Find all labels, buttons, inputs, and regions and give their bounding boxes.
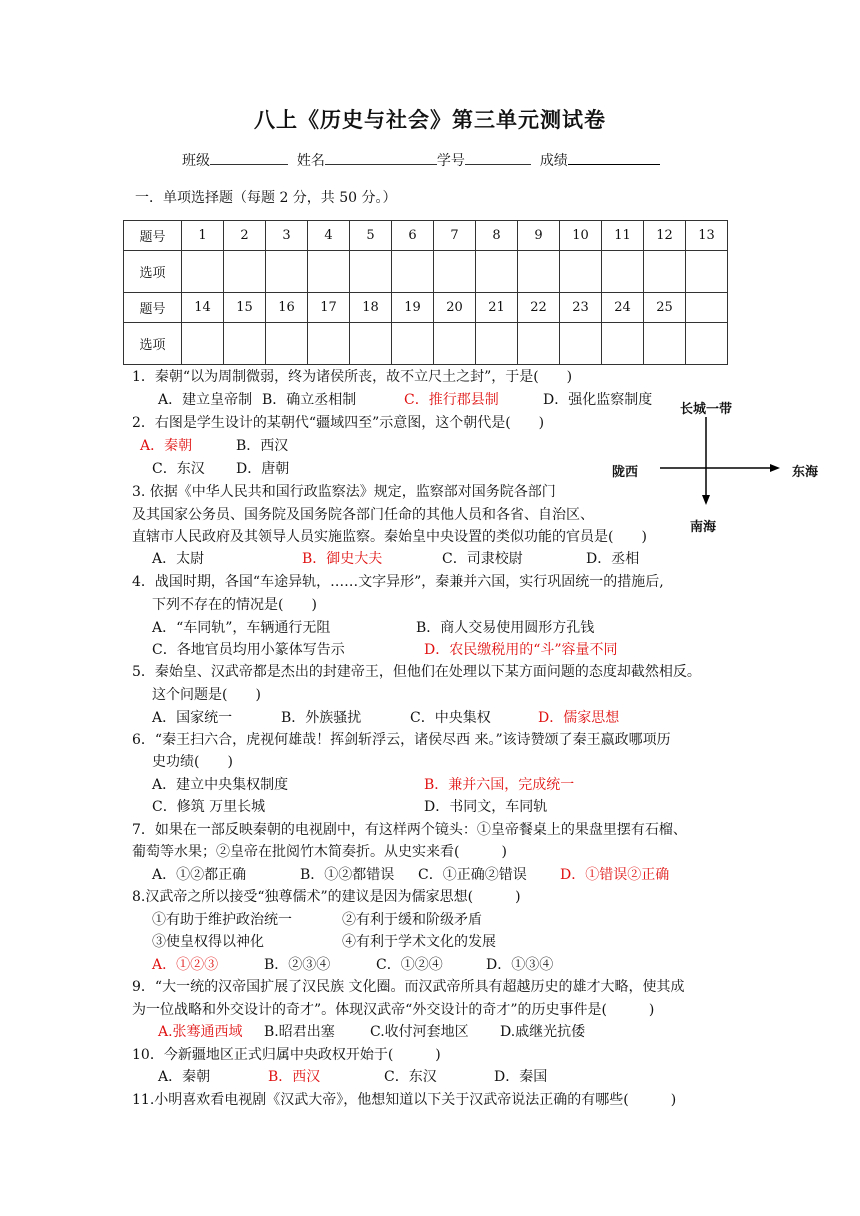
answer-cell[interactable] (182, 251, 224, 293)
qnum-cell: 3 (266, 221, 308, 251)
answer-cell[interactable] (266, 323, 308, 365)
option-a[interactable]: A．太尉 (152, 551, 205, 567)
option-b[interactable]: B．西汉 (268, 1069, 321, 1085)
table-row (124, 251, 728, 293)
qnum-cell: 19 (392, 293, 434, 323)
question-stem-line1: 3. 依据《中华人民共和国行政监察法》规定，监察部对国务院各部门 (132, 484, 556, 500)
question-stem-line1: 4．战国时期，各国“车途异轨，……文字异形”，秦兼并六国，实行巩固统一的措施后, (132, 574, 664, 590)
qnum-cell: 1 (182, 221, 224, 251)
qnum-cell: 21 (476, 293, 518, 323)
qnum-cell: 17 (308, 293, 350, 323)
qnum-cell: 25 (644, 293, 686, 323)
statement-4: ④有利于学术文化的发展 (342, 934, 496, 950)
option-d[interactable]: D．儒家思想 (538, 710, 620, 726)
answer-cell[interactable] (224, 323, 266, 365)
name-label: 姓名 (296, 153, 325, 169)
qnum-cell: 10 (560, 221, 602, 251)
opt-header: 选项 (124, 323, 182, 365)
answer-cell[interactable] (602, 251, 644, 293)
answer-cell[interactable] (392, 323, 434, 365)
option-c[interactable]: C．各地官员均用小篆体写告示 (152, 642, 345, 658)
option-c[interactable]: C．中央集权 (410, 710, 491, 726)
class-label: 班级 (182, 153, 210, 169)
option-d[interactable]: D．①③④ (486, 957, 554, 973)
question-stem-line2: 下列不存在的情况是( ) (152, 597, 317, 613)
option-b[interactable]: B．商人交易使用圆形方孔钱 (416, 620, 595, 636)
question-stem: 11.小明喜欢看电视剧《汉武大帝》，他想知道以下关于汉武帝说法正确的有哪些( ) (132, 1092, 677, 1108)
answer-cell[interactable] (476, 251, 518, 293)
map-label-north: 长城一带 (680, 402, 733, 417)
option-a[interactable]: A．秦朝 (140, 438, 193, 454)
option-a[interactable]: A．建立皇帝制 (158, 392, 253, 408)
answer-cell[interactable] (308, 251, 350, 293)
question-stem: 8.汉武帝之所以接受“独尊儒术”的建议是因为儒家思想( ) (132, 889, 521, 905)
score-label: 成绩 (539, 153, 568, 169)
answer-cell[interactable] (644, 251, 686, 293)
option-c[interactable]: C．司隶校尉 (442, 551, 523, 567)
option-a[interactable]: A．①②③ (152, 957, 219, 973)
question-stem-line2: 史功绩( ) (152, 754, 233, 770)
id-label: 学号 (436, 153, 465, 169)
answer-cell[interactable] (644, 323, 686, 365)
question-stem-line2: 这个问题是( ) (152, 687, 261, 703)
qnum-cell: 6 (392, 221, 434, 251)
qnum-cell: 20 (434, 293, 476, 323)
qnum-cell: 14 (182, 293, 224, 323)
num-header: 题号 (124, 221, 182, 251)
option-c[interactable]: C．东汉 (384, 1069, 437, 1085)
class-blank[interactable] (210, 150, 288, 165)
table-row (124, 221, 728, 251)
qnum-cell: 11 (602, 221, 644, 251)
option-d[interactable]: D．书同文，车同轨 (424, 799, 548, 815)
option-c[interactable]: C．①正确②错误 (418, 867, 527, 883)
option-b[interactable]: B．①②都错误 (300, 867, 395, 883)
score-blank[interactable] (568, 150, 660, 165)
map-label-south: 南海 (690, 520, 717, 535)
qnum-cell: 2 (224, 221, 266, 251)
qnum-cell: 22 (518, 293, 560, 323)
answer-cell[interactable] (434, 323, 476, 365)
qnum-cell: 9 (518, 221, 560, 251)
option-c[interactable]: C．①②④ (376, 957, 443, 973)
answer-cell[interactable] (434, 251, 476, 293)
qnum-cell: 24 (602, 293, 644, 323)
option-c[interactable]: C．修筑 万里长城 (152, 799, 266, 815)
qnum-cell: 16 (266, 293, 308, 323)
option-a[interactable]: A．国家统一 (152, 710, 233, 726)
question-stem-line2: 葡萄等水果；②皇帝在批阅竹木简奏折。从史实来看( ) (132, 844, 507, 860)
qnum-cell: 5 (350, 221, 392, 251)
student-info-line (182, 150, 660, 170)
option-d[interactable]: D．农民缴税用的“斗”容量不同 (424, 642, 618, 658)
option-b[interactable]: B．兼并六国，完成统一 (424, 777, 575, 793)
answer-cell[interactable] (350, 323, 392, 365)
qnum-cell: 7 (434, 221, 476, 251)
question-stem: 1．秦朝“以为周制微弱，终为诸侯所丧，故不立尺土之封”，于是( ) (132, 369, 573, 385)
map-label-west: 陇西 (612, 465, 639, 480)
option-c[interactable]: C．推行郡县制 (404, 392, 499, 408)
answer-cell[interactable] (560, 323, 602, 365)
qnum-cell: 4 (308, 221, 350, 251)
option-a[interactable]: A.张骞通西域 (158, 1024, 243, 1040)
opt-header: 选项 (124, 251, 182, 293)
question-stem: 10．今新疆地区正式归属中央政权开始于( ) (132, 1047, 441, 1063)
page-title: 八上《历史与社会》第三单元测试卷 (254, 107, 606, 132)
option-b[interactable]: B．确立丞相制 (262, 392, 357, 408)
answer-cell[interactable] (518, 251, 560, 293)
answer-cell[interactable] (224, 251, 266, 293)
territory-map-diagram (660, 405, 800, 505)
answer-cell[interactable] (182, 323, 224, 365)
option-a[interactable]: A．秦朝 (158, 1069, 211, 1085)
table-row (124, 323, 728, 365)
answer-cell[interactable] (350, 251, 392, 293)
option-d[interactable]: D．①错误②正确 (560, 867, 670, 883)
question-stem-line1: 9．“大一统的汉帝国扩展了汉民族 文化圈。而汉武帝所具有超越历史的雄才大略，使其成 (132, 979, 685, 995)
table-row (124, 293, 728, 323)
option-d[interactable]: D.戚继光抗倭 (500, 1024, 586, 1040)
answer-cell[interactable] (392, 251, 434, 293)
option-d[interactable]: D．强化监察制度 (543, 392, 653, 408)
south-arrow-head (702, 495, 710, 505)
question-stem-line1: 7．如果在一部反映秦朝的电视剧中，有这样两个镜头：①皇帝餐桌上的果盘里摆有石榴、 (132, 822, 687, 838)
statement-3: ③使皇权得以神化 (152, 934, 264, 950)
option-d[interactable]: D．唐朝 (236, 461, 290, 477)
option-d[interactable]: D．丞相 (586, 551, 640, 567)
section-heading: 一．单项选择题（每题 2 分，共 50 分。） (135, 190, 397, 206)
answer-cell[interactable] (266, 251, 308, 293)
qnum-cell: 18 (350, 293, 392, 323)
statement-1: ①有助于维护政治统一 (152, 912, 292, 928)
question-stem: 2．右图是学生设计的某朝代“疆域四至”示意图，这个朝代是( ) (132, 415, 545, 431)
option-a[interactable]: A．建立中央集权制度 (152, 777, 289, 793)
answer-cell[interactable] (476, 323, 518, 365)
id-blank[interactable] (465, 150, 531, 165)
answer-cell[interactable] (602, 323, 644, 365)
answer-cell[interactable] (686, 323, 728, 365)
option-b[interactable]: B．御史大夫 (302, 551, 383, 567)
question-stem-line2: 及其国家公务员、国务院及国务院各部门任命的其他人员和各省、自治区、 (132, 507, 594, 523)
question-stem-line2: 为一位战略和外交设计的奇才”。体现汉武帝“外交设计的奇才”的历史事件是( ) (132, 1002, 655, 1018)
option-d[interactable]: D．秦国 (494, 1069, 548, 1085)
qnum-cell (686, 293, 728, 323)
option-a[interactable]: A．①②都正确 (152, 867, 247, 883)
question-stem-line1: 6．“秦王扫六合，虎视何雄哉！挥剑斩浮云，诸侯尽西 来。”该诗赞颂了秦王嬴政哪项历 (132, 732, 671, 748)
answer-cell[interactable] (518, 323, 560, 365)
qnum-cell: 23 (560, 293, 602, 323)
option-b[interactable]: B.昭君出塞 (264, 1024, 335, 1040)
answer-cell[interactable] (308, 323, 350, 365)
question-stem-line3: 直辖市人民政府及其领导人员实施监察。秦始皇中央设置的类似功能的官员是( ) (132, 529, 647, 545)
option-c[interactable]: C．东汉 (152, 461, 205, 477)
question-stem-line1: 5．秦始皇、汉武帝都是杰出的封建帝王，但他们在处理以下某方面问题的态度却截然相反。 (132, 664, 701, 680)
option-b[interactable]: B．外族骚扰 (281, 710, 362, 726)
map-label-east: 东海 (792, 465, 819, 480)
qnum-cell: 15 (224, 293, 266, 323)
option-b[interactable]: B．西汉 (236, 438, 289, 454)
option-c[interactable]: C.收付河套地区 (370, 1024, 469, 1040)
num-header: 题号 (124, 293, 182, 323)
east-arrow-head (770, 464, 780, 472)
answer-cell[interactable] (686, 251, 728, 293)
statement-2: ②有利于缓和阶级矛盾 (342, 912, 482, 928)
qnum-cell: 13 (686, 221, 728, 251)
qnum-cell: 8 (476, 221, 518, 251)
option-a[interactable]: A．“车同轨”，车辆通行无阻 (152, 620, 331, 636)
answer-table (123, 220, 728, 365)
option-b[interactable]: B．②③④ (264, 957, 331, 973)
name-blank[interactable] (325, 150, 437, 165)
answer-cell[interactable] (560, 251, 602, 293)
qnum-cell: 12 (644, 221, 686, 251)
